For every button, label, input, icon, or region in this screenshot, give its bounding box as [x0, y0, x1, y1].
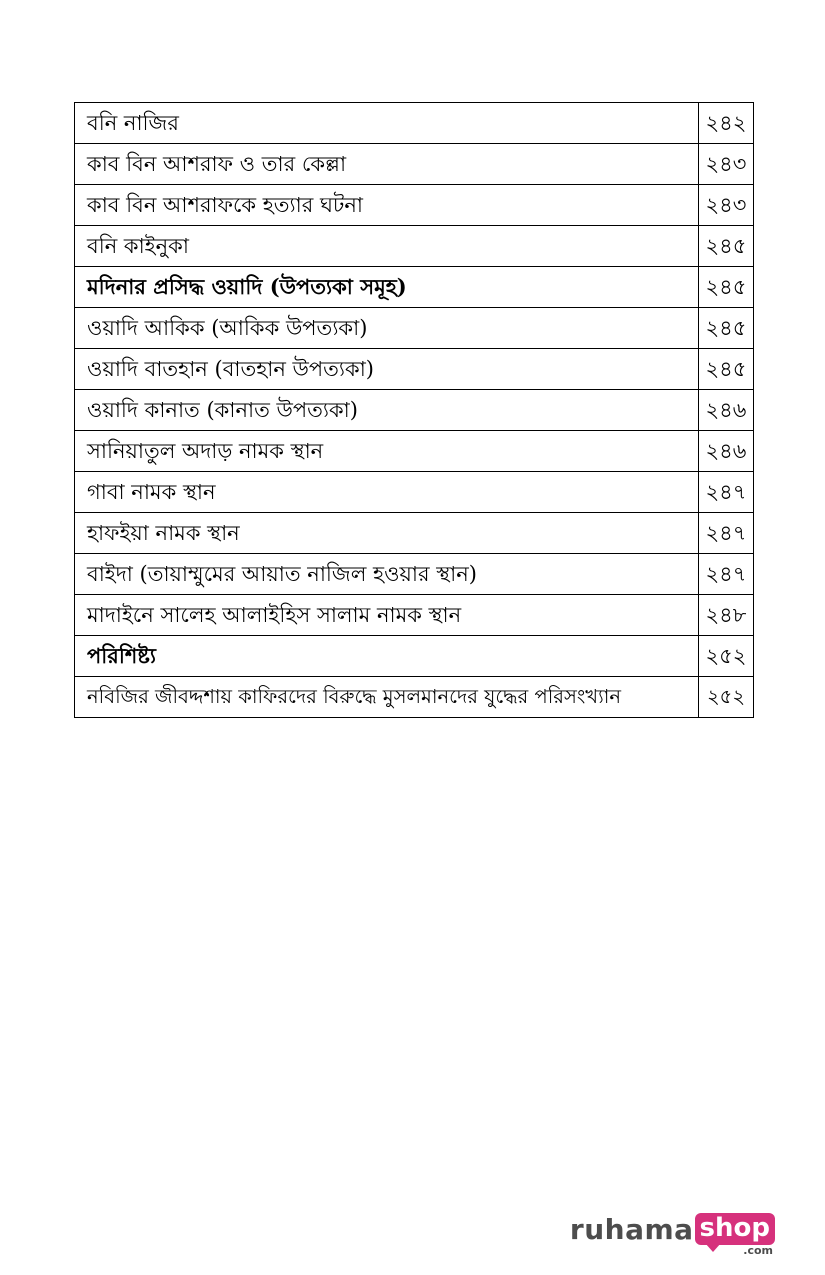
toc-row	[75, 554, 754, 595]
toc-row	[75, 103, 754, 144]
toc-entry-page-number: ২৪৬	[699, 390, 754, 431]
toc-entry-title: মদিনার প্রসিদ্ধ ওয়াদি (উপত্যকা সমূহ)	[75, 267, 699, 308]
speech-bubble-tail-icon	[705, 1243, 721, 1252]
toc-row	[75, 308, 754, 349]
toc-entry-title: নবিজির জীবদ্দশায় কাফিরদের বিরুদ্ধে মুসলমানদের যুদ্ধের পরিসংখ্যান	[75, 677, 699, 718]
toc-body	[75, 103, 754, 718]
toc-entry-page-number: ২৪৫	[699, 226, 754, 267]
toc-row	[75, 226, 754, 267]
toc-entry-title: হাফইয়া নামক স্থান	[75, 513, 699, 554]
toc-row	[75, 390, 754, 431]
toc-entry-title: ওয়াদি বাতহান (বাতহান উপত্যকা)	[75, 349, 699, 390]
toc-row	[75, 636, 754, 677]
toc-entry-title: ওয়াদি আকিক (আকিক উপত্যকা)	[75, 308, 699, 349]
toc-row	[75, 349, 754, 390]
toc-entry-page-number: ২৪৫	[699, 308, 754, 349]
ruhamashop-logo	[569, 1213, 775, 1257]
toc-entry-title: বনি নাজির	[75, 103, 699, 144]
logo-wordmark-shop: shop	[695, 1213, 775, 1245]
toc-entry-page-number: ২৪৬	[699, 431, 754, 472]
toc-entry-page-number: ২৫২	[699, 677, 754, 718]
toc-row	[75, 144, 754, 185]
toc-entry-page-number: ২৫২	[699, 636, 754, 677]
toc-row	[75, 513, 754, 554]
toc-entry-page-number: ২৪৩	[699, 185, 754, 226]
toc-entry-page-number: ২৪২	[699, 103, 754, 144]
toc-entry-title: গাবা নামক স্থান	[75, 472, 699, 513]
toc-entry-title: সানিয়াতুল অদাড় নামক স্থান	[75, 431, 699, 472]
toc-row	[75, 267, 754, 308]
toc-row	[75, 431, 754, 472]
toc-entry-page-number: ২৪৫	[699, 267, 754, 308]
toc-entry-title: পরিশিষ্ট্য	[75, 636, 699, 677]
table-of-contents	[74, 102, 754, 718]
toc-entry-title: কাব বিন আশরাফকে হত্যার ঘটনা	[75, 185, 699, 226]
logo-shop-badge	[695, 1213, 775, 1257]
toc-entry-page-number: ২৪৮	[699, 595, 754, 636]
toc-entry-page-number: ২৪৫	[699, 349, 754, 390]
toc-entry-page-number: ২৪৭	[699, 554, 754, 595]
toc-entry-title: ওয়াদি কানাত (কানাত উপত্যকা)	[75, 390, 699, 431]
toc-entry-page-number: ২৪৩	[699, 144, 754, 185]
toc-entry-title: কাব বিন আশরাফ ও তার কেল্লা	[75, 144, 699, 185]
logo-domain-suffix: .com	[743, 1244, 773, 1257]
toc-row	[75, 472, 754, 513]
toc-row	[75, 677, 754, 718]
toc-entry-title: বনি কাইনুকা	[75, 226, 699, 267]
toc-row	[75, 595, 754, 636]
toc-entry-page-number: ২৪৭	[699, 513, 754, 554]
toc-row	[75, 185, 754, 226]
toc-entry-title: বাইদা (তায়াম্মুমের আয়াত নাজিল হওয়ার স্থান)	[75, 554, 699, 595]
toc-entry-page-number: ২৪৭	[699, 472, 754, 513]
logo-wordmark-ruhama: ruhama	[569, 1213, 694, 1246]
toc-entry-title: মাদাইনে সালেহ আলাইহিস সালাম নামক স্থান	[75, 595, 699, 636]
